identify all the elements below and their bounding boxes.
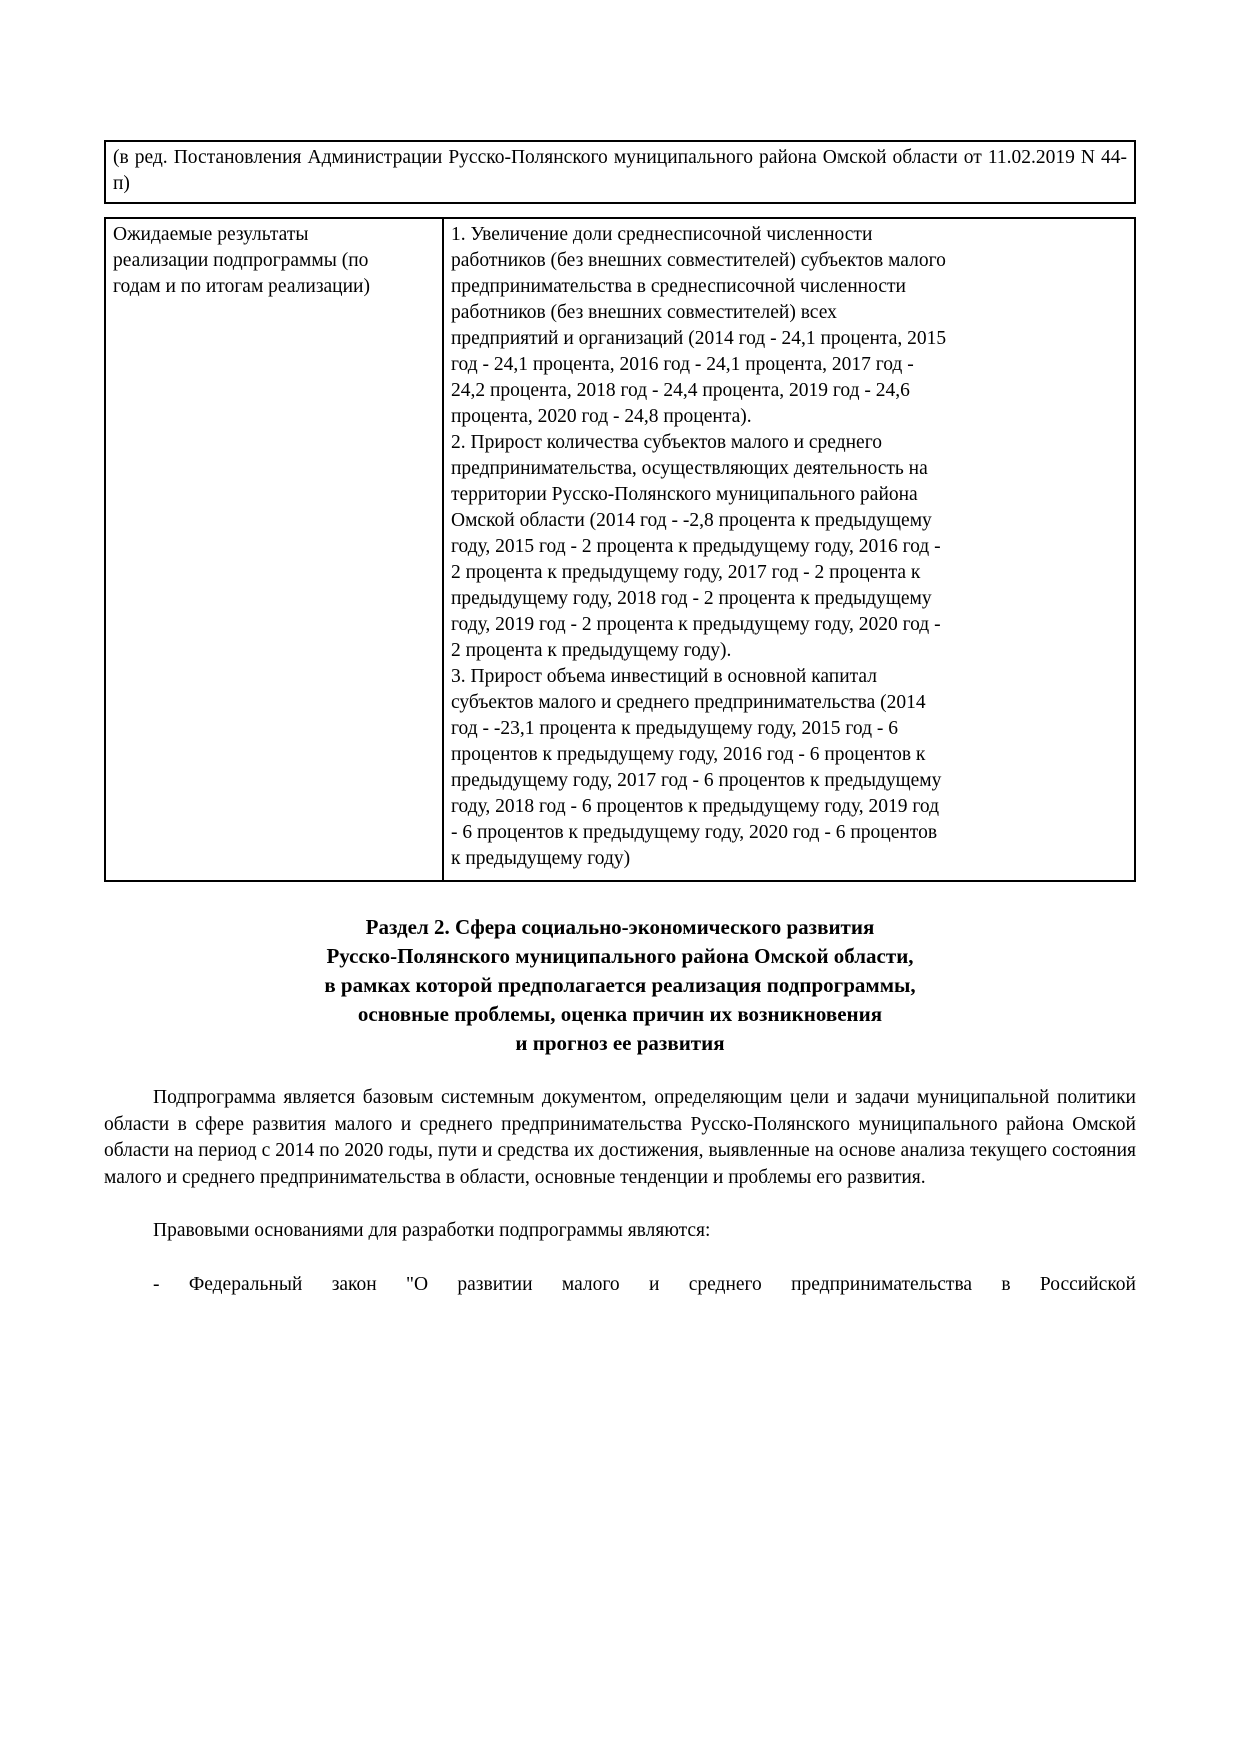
section-heading-line-3: в рамках которой предполагается реализация подпрограммы, [324,973,916,997]
amendment-note-text: (в ред. Постановления Администрации Русско-Полянского муниципального района Омской области от 11.02.2019 N 44-п) [113,147,1127,194]
section-heading-line-4: основные проблемы, оценка причин их возникновения [357,1002,883,1026]
amendment-note-box [104,140,1136,204]
section-heading-line-5: и прогноз ее развития [515,1031,725,1055]
result-item-1: 1. Увеличение доли среднесписочной численности работников (без внешних совместителей) субъектов малого предпринимательства в среднесписочной численности работников (без внешних совместителей) всех предприятий и организаций (2014 год - 24,1 процента, 2015 год - 24,1 процента, 2016 год - 24,1 процента, 2017 год - 24,2 процента, 2018 год - 24,4 процента, 2019 год - 24,6 процента, 2020 год - 24,8 процента). [451,224,947,427]
parameter-label: Ожидаемые результаты реализации подпрограммы (по годам и по итогам реализации) [113,224,370,297]
body-paragraph-intro: Подпрограмма является базовым системным документом, определяющим цели и задачи муниципальной политики области в сфере развития малого и среднего предпринимательства Русско-Полянского муниципального района Омской области на период с 2014 по 2020 годы, пути и средства их достижения, выявленные на основе анализа текущего состояния малого и среднего предпринимательства в области, основные тенденции и проблемы его развития. [104,1087,1136,1188]
body-paragraph-legal-basis-lead: Правовыми основаниями для разработки подпрограммы являются: [153,1220,711,1241]
section-heading-line-2: Русско-Полянского муниципального района Омской области, [326,944,914,968]
expected-results-table [104,217,1136,882]
section-heading-line-1: Раздел 2. Сфера социально-экономического развития [365,915,875,939]
document-page [104,140,1136,1298]
result-item-2: 2. Прирост количества субъектов малого и среднего предпринимательства, осуществляющих деятельность на территории Русско-Полянского муниципального района Омской области (2014 год - -2,8 процента к предыдущему году, 2015 год - 2 процента к предыдущему году, 2016 год - 2 процента к предыдущему году, 2017 год - 2 процента к предыдущему году, 2018 год - 2 процента к предыдущему году, 2019 год - 2 процента к предыдущему году, 2020 год - 2 процента к предыдущему году). [451,432,941,661]
body-paragraph-federal-law: - Федеральный закон "О развитии малого и среднего предпринимательства в Российской [153,1273,1136,1295]
result-item-3: 3. Прирост объема инвестиций в основной капитал субъектов малого и среднего предпринимательства (2014 год - -23,1 процента к предыдущему году, 2015 год - 6 процентов к предыдущему году, 2016 год - 6 процентов к предыдущему году, 2017 год - 6 процентов к предыдущему году, 2018 год - 6 процентов к предыдущему году, 2019 год - 6 процентов к предыдущему году, 2020 год - 6 процентов к предыдущему году) [451,666,942,869]
table-cell-value [443,218,1135,881]
table-cell-parameter [105,218,443,881]
section-heading [104,913,1136,1058]
table-row [105,218,1135,881]
